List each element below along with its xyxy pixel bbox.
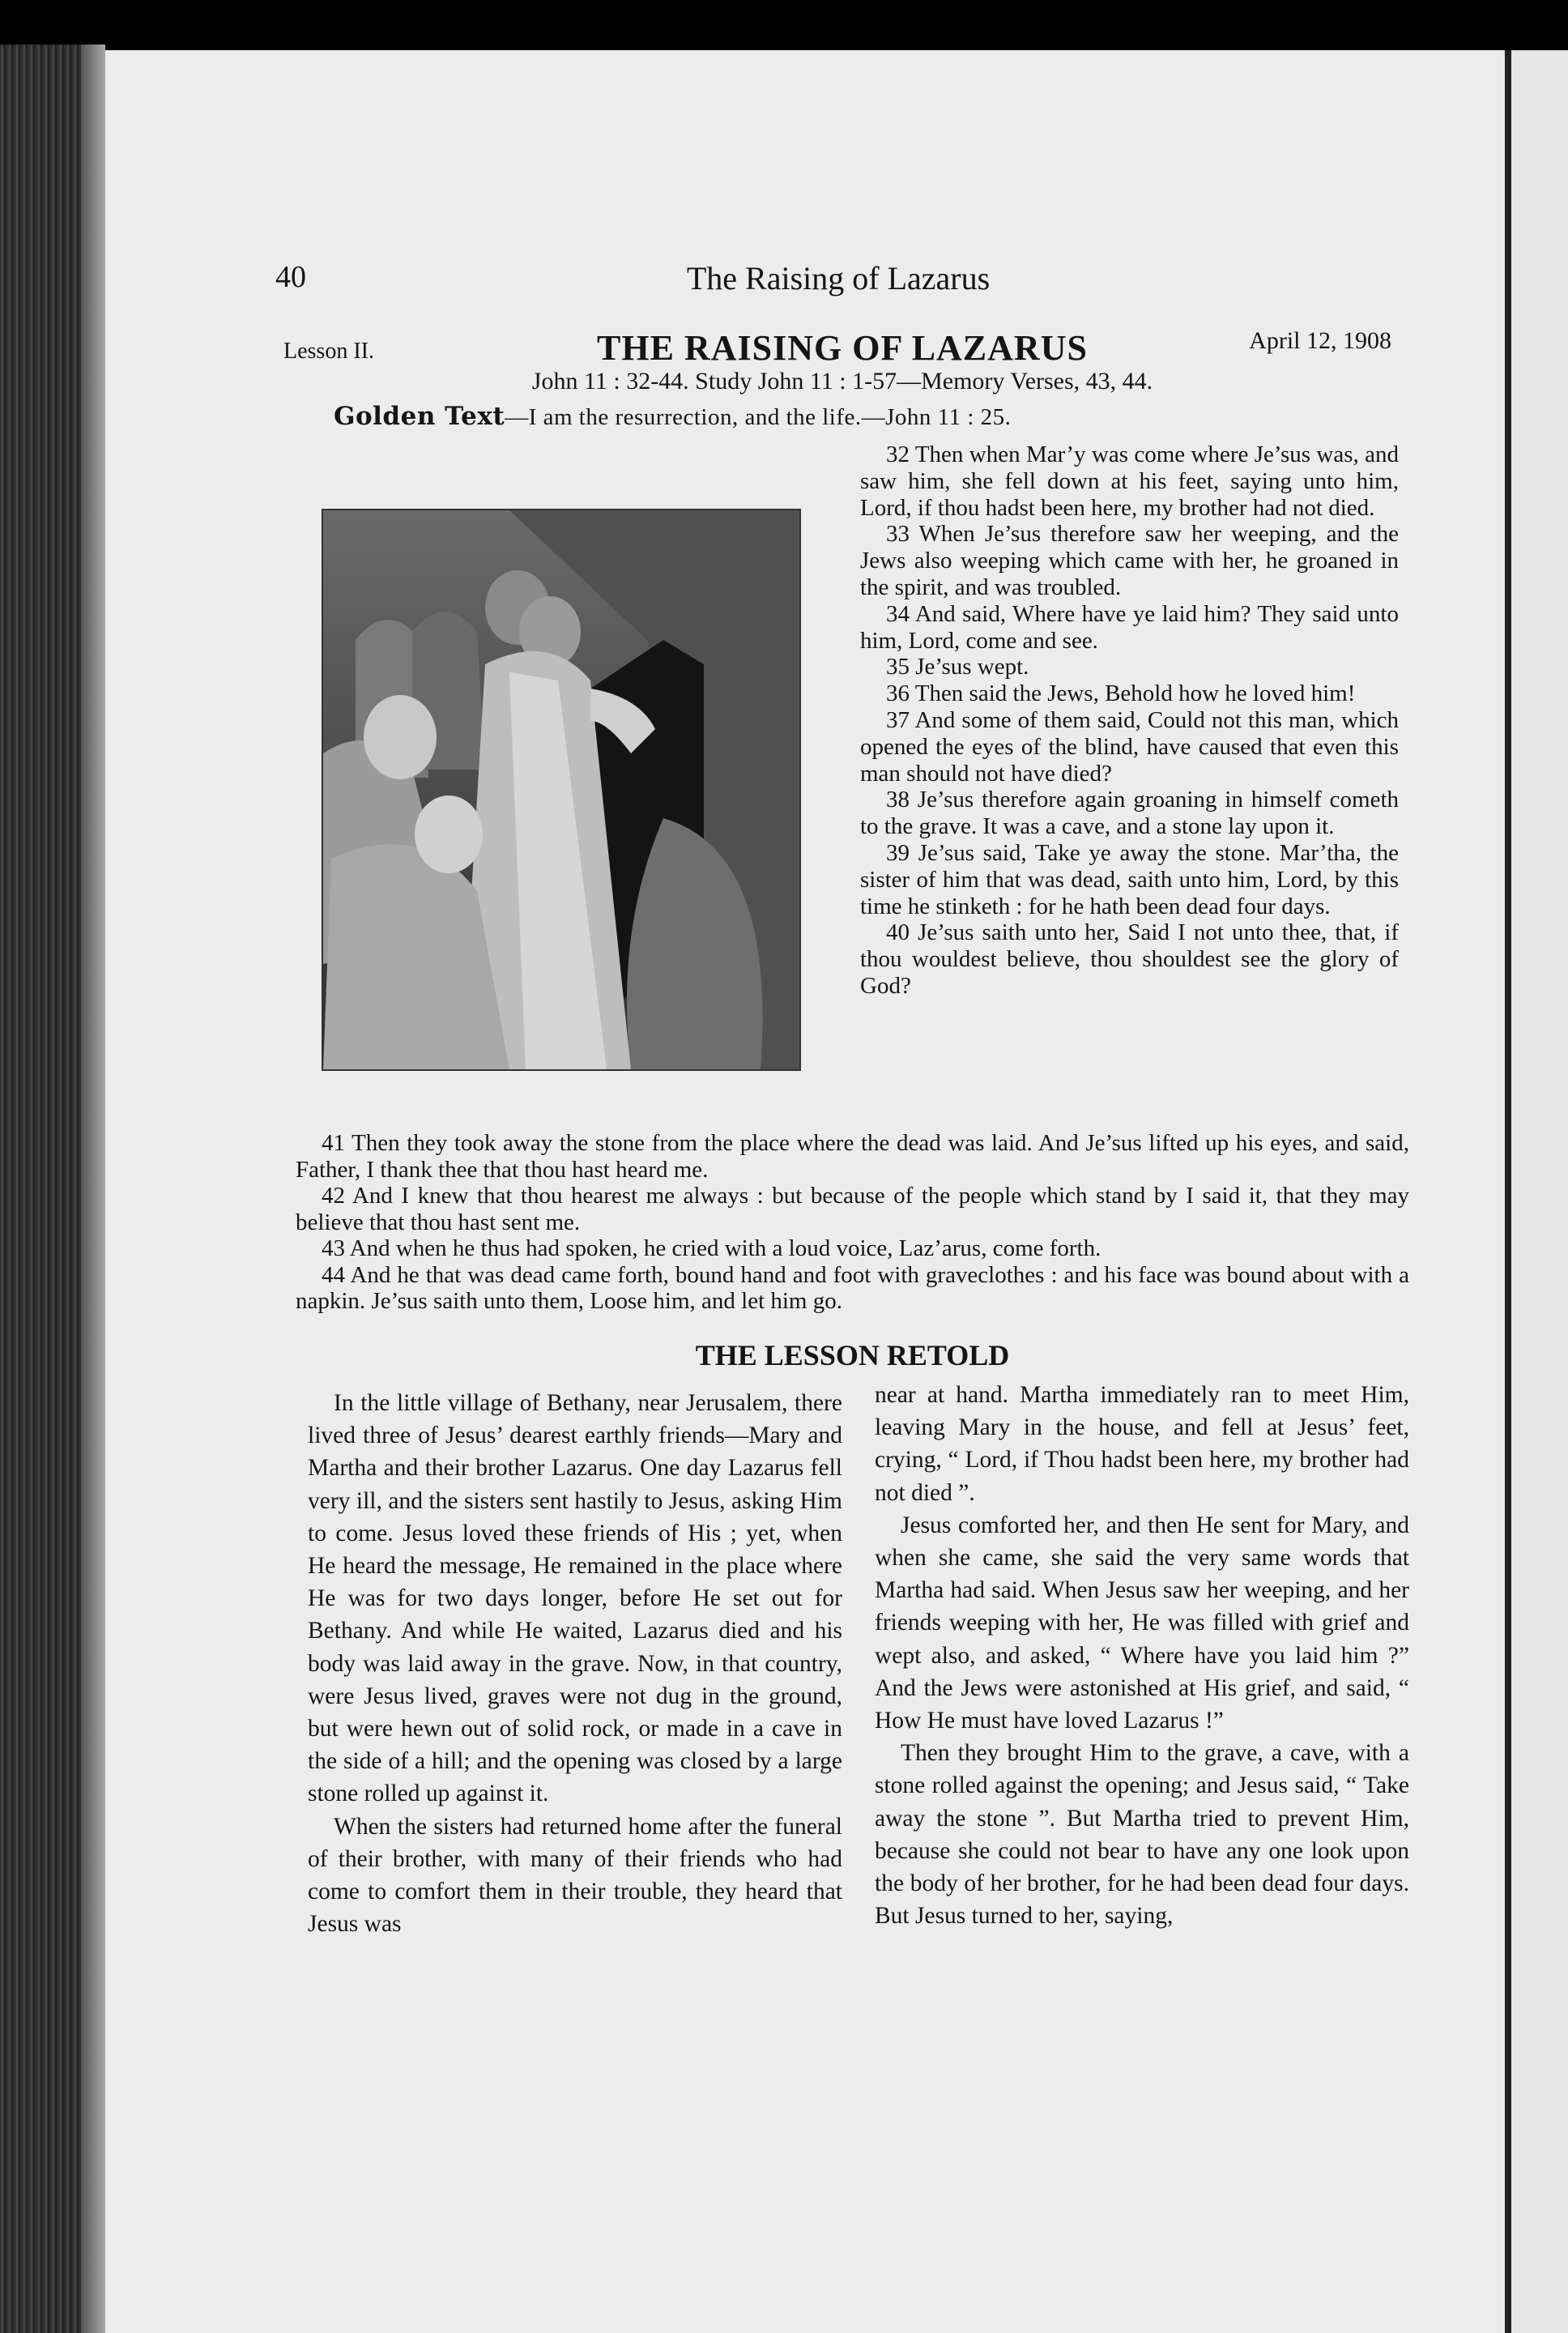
verse-44: 44 And he that was dead came forth, bound hand and foot with graveclothes : and his face was bound about with a napkin. Je’sus saith unto them, Loose him, and let him go. [296,1261,1409,1314]
golden-text [334,402,1411,431]
lesson-retold-heading: THE LESSON RETOLD [695,1339,1010,1371]
verses-full-width [296,1130,1409,1315]
running-head [275,259,1401,308]
illustration-drawing [323,510,799,1069]
verses-column [860,441,1399,1000]
retold-paragraph-continued: near at hand. Martha immediately ran to meet Him, leaving Mary in the house, and fell at Jesus’ feet, crying, “ Lord, if Thou hadst been here, my brother had not died ”. [875,1382,1409,1506]
lesson-number: Lesson II. [283,339,374,364]
verse-36: 36 Then said the Jews, Behold how he loved him! [886,680,1356,707]
verse-42: 42 And I knew that thou hearest me always : but because of the people which stand by I said it, that they may believe that thou hast sent me. [296,1183,1409,1235]
verse-40: 40 Je’sus saith unto her, Said I not unto thee, that, if thou wouldest believe, thou shouldest see the glory of God? [860,919,1399,999]
verse-35: 35 Je’sus wept. [886,654,1029,680]
verse-33: 33 When Je’sus therefore saw her weeping, and the Jews also weeping which came with her, he groaned in the spirit, and was troubled. [860,521,1399,600]
verse-41: 41 Then they took away the stone from the place where the dead was laid. And Je’sus lifted up his eyes, and said, Father, I thank thee that thou hast heard me. [296,1130,1409,1183]
golden-text-label: Golden Text [334,402,505,431]
lesson-title: THE RAISING OF LAZARUS [597,328,1088,368]
verse-39: 39 Je’sus said, Take ye away the stone. Mar’tha, the sister of him that was dead, saith unto him, Lord, by this time he stinketh : for he hath been dead four days. [860,839,1399,919]
page-number: 40 [275,260,306,294]
facing-page-edge [1511,50,1568,2333]
verse-43: 43 And when he thus had spoken, he cried with a loud voice, Laz’arus, come forth. [322,1235,1101,1261]
verse-37: 37 And some of them said, Could not this man, which opened the eyes of the blind, have caused that even this man should not have died? [860,706,1399,787]
running-title: The Raising of Lazarus [686,260,991,296]
retold-paragraph: Then they brought Him to the grave, a cave, with a stone rolled against the opening; and Jesus said, “ Take away the stone ”. But Martha tried to prevent Him, because she could not bear to have any one look upon the body of her brother, for he had been dead four days. But Jesus turned to her, saying, [875,1740,1409,1930]
scripture-references: John 11 : 32-44. Study John 11 : 1-57—Memory Verses, 43, 44. [531,368,1153,395]
golden-text-body: —I am the resurrection, and the life.—John 11 : 25. [505,404,1012,430]
retold-paragraph: In the little village of Bethany, near Jerusalem, there lived three of Jesus’ dearest earthly friends—Mary and Martha and their brother Lazarus. One day Lazarus fell very ill, and the sisters sent hastily to Jesus, asking Him to come. Jesus loved these friends of His ; yet, when He heard the message, He remained in the place where He was for two days longer, before He set out for Bethany. And while He waited, Lazarus died and his body was laid away in the grave. Now, in that country, were Jesus lived, graves were not dug in the ground, but were hewn out of solid rock, or made in a cave in the side of a hill; and the opening was closed by a large stone rolled up against it. [308,1390,842,1807]
retold-left-column [308,1387,842,1940]
lazarus-tomb-illustration [322,509,801,1071]
book-spine-edge [0,45,105,2333]
retold-right-column [875,1379,1409,1932]
retold-paragraph: When the sisters had returned home after the funeral of their brother, with many of their friends who had come to comfort them in their trouble, they heard that Jesus was [308,1813,842,1938]
verse-38: 38 Je’sus therefore again groaning in himself cometh to the grave. It was a cave, and a stone lay upon it. [860,787,1399,840]
verse-34: 34 And said, Where have ye laid him? They said unto him, Lord, come and see. [860,600,1399,654]
lesson-date: April 12, 1908 [1249,327,1391,354]
verse-32: 32 Then when Mar’y was come where Je’sus was, and saw him, she fell down at his feet, saying unto him, Lord, if thou hadst been here, my brother had not died. [860,441,1399,521]
retold-paragraph: Jesus comforted her, and then He sent for Mary, and when she came, she said the very same words that Martha had said. When Jesus saw her weeping, and her friends weeping with her, He was filled with grief and wept also, and asked, “ Where have you laid him ?” And the Jews were astonished at His grief, and said, “ How He must have loved Lazarus !” [875,1512,1409,1734]
page-gutter [1505,50,1511,2333]
